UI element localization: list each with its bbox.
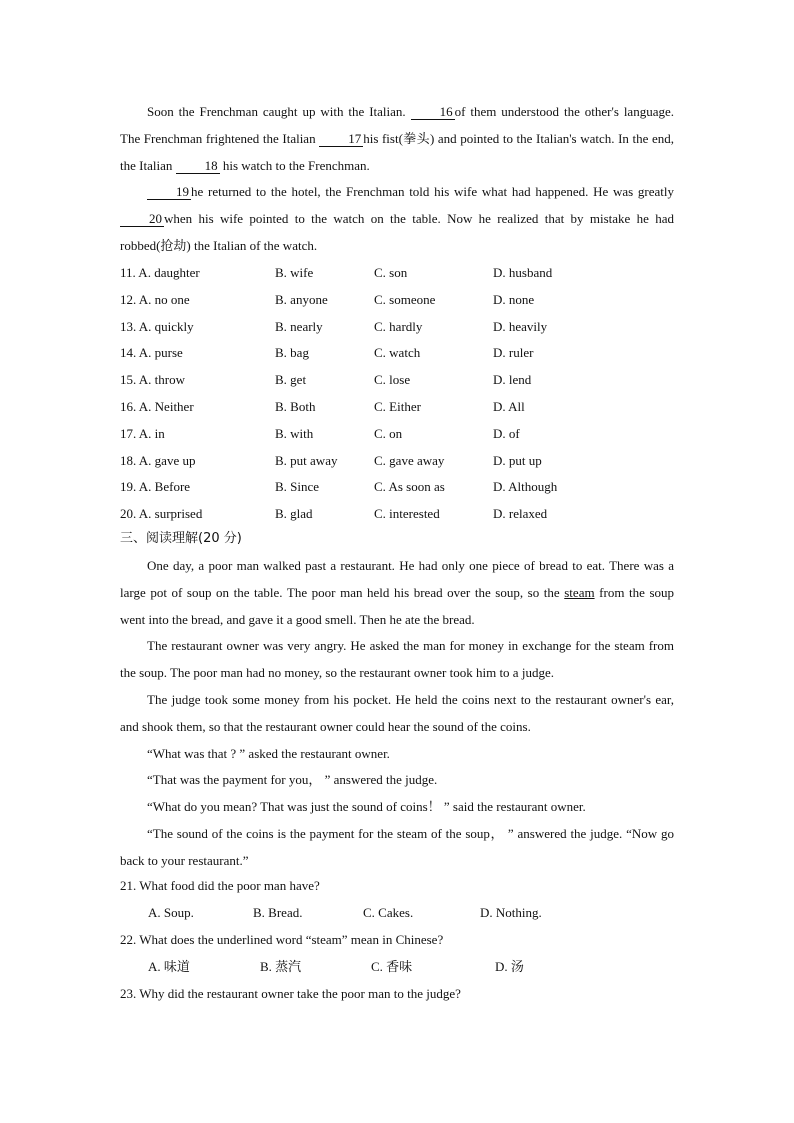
reading-paragraph: The restaurant owner was very angry. He asked the man for money in exchange for the steam from the soup. The poor man had no money, so the restaurant owner took him to a judge. — [120, 638, 674, 681]
question-number-option-a[interactable]: 15. A. throw — [120, 372, 185, 388]
reading-paragraph: “That was the payment for you， ” answered the judge. — [147, 772, 438, 788]
option-c[interactable]: C. gave away — [374, 452, 445, 468]
option-d[interactable]: D. husband — [493, 265, 553, 280]
reading-paragraph: “What do you mean? That was just the sound of coins！ ” said the restaurant owner. — [147, 799, 586, 815]
option-b[interactable]: B. get — [275, 372, 307, 388]
option-b[interactable]: B. with — [275, 425, 314, 441]
option[interactable]: C. Cakes. — [363, 905, 414, 920]
blank-18: 18 — [176, 159, 220, 174]
blank-16: 16 — [411, 105, 455, 120]
option-b[interactable]: B. put away — [275, 452, 338, 468]
option-c[interactable]: C. As soon as — [374, 479, 445, 495]
cloze-passage — [120, 99, 674, 260]
text: he returned to the hotel, the Frenchman told his wife what had happened. He was greatly — [191, 184, 674, 200]
option-b[interactable]: B. wife — [275, 265, 314, 280]
option-c[interactable]: C. watch — [374, 345, 421, 361]
question-number-option-a[interactable]: 17. A. in — [120, 425, 165, 441]
option-c[interactable]: C. on — [374, 425, 403, 441]
question-number-option-a[interactable]: 20. A. surprised — [120, 506, 203, 522]
section-title: 三、阅读理解(20 分) — [120, 531, 242, 546]
text: of them understood the other's language. The Frenchman frightened the Italian — [120, 104, 674, 146]
question-21: 21. What food did the poor man have? — [120, 878, 320, 893]
option-b[interactable]: B. bag — [275, 345, 309, 361]
cloze-paragraph-2 — [120, 179, 674, 259]
text: his watch to the Frenchman. — [222, 157, 370, 173]
reading-paragraph: “The sound of the coins is the payment for the steam of the soup， ” answered the judge. “Now go back to your restaurant.” — [120, 825, 674, 868]
reading-paragraph: The judge took some money from his pocket. He held the coins next to the restaurant owner's ear, and shook them, so that the restaurant owner could hear the sound of the coins. — [120, 691, 674, 734]
blank-20: 20 — [120, 212, 164, 227]
text: One day, a poor man walked past a restaurant. He had only one piece of bread to eat. There was a large pot of soup on the table. The poor man held his bread over the soup, so the — [120, 558, 674, 600]
option[interactable]: D. 汤 — [495, 959, 524, 974]
question-number-option-a[interactable]: 11. A. daughter — [120, 265, 200, 280]
option-c[interactable]: C. lose — [374, 372, 411, 388]
question-23: 23. Why did the restaurant owner take the poor man to the judge? — [120, 986, 461, 1001]
option-c[interactable]: C. someone — [374, 291, 436, 307]
option-c[interactable]: C. Either — [374, 399, 421, 414]
cloze-paragraph-1 — [120, 99, 674, 179]
option[interactable]: A. 味道 — [148, 959, 190, 974]
reading-passage — [120, 553, 674, 875]
question-number-option-a[interactable]: 19. A. Before — [120, 479, 191, 495]
underlined-word: steam — [564, 584, 595, 600]
option[interactable]: C. 香味 — [371, 959, 413, 974]
option[interactable]: D. Nothing. — [480, 905, 542, 920]
text: from the soup went into the bread, and gave it a good smell. Then he ate the bread. — [120, 584, 675, 627]
question-number-option-a[interactable]: 16. A. Neither — [120, 399, 194, 414]
option-d[interactable]: D. ruler — [493, 345, 534, 361]
option[interactable]: A. Soup. — [148, 905, 194, 920]
blank-19: 19 — [147, 185, 191, 200]
option-b[interactable]: B. anyone — [275, 291, 328, 307]
option-d[interactable]: D. All — [493, 399, 525, 414]
option-d[interactable]: D. put up — [493, 452, 542, 468]
question-22: 22. What does the underlined word “steam” mean in Chinese? — [120, 932, 444, 947]
option-b[interactable]: B. glad — [275, 506, 313, 522]
option-c[interactable]: C. son — [374, 265, 408, 280]
option-d[interactable]: D. Although — [493, 479, 558, 495]
reading-paragraph: “What was that ? ” asked the restaurant owner. — [147, 745, 390, 761]
option-d[interactable]: D. relaxed — [493, 506, 548, 522]
option-d[interactable]: D. lend — [493, 372, 532, 388]
reading-paragraph — [120, 553, 674, 633]
option-d[interactable]: D. none — [493, 291, 535, 307]
option[interactable]: B. 蒸汽 — [260, 959, 302, 974]
text: Soon the Frenchman caught up with the Italian. — [147, 104, 406, 119]
option-c[interactable]: C. interested — [374, 506, 440, 522]
question-number-option-a[interactable]: 14. A. purse — [120, 345, 183, 361]
option-b[interactable]: B. nearly — [275, 318, 323, 334]
question-number-option-a[interactable]: 18. A. gave up — [120, 452, 196, 468]
question-number-option-a[interactable]: 12. A. no one — [120, 291, 190, 307]
text: his fist(拳头) and pointed to the Italian's watch. In the end, the Italian — [120, 130, 675, 173]
option-d[interactable]: D. heavily — [493, 318, 548, 334]
option[interactable]: B. Bread. — [253, 905, 303, 920]
blank-17: 17 — [319, 132, 363, 147]
text: when his wife pointed to the watch on the table. Now he realized that by mistake he had robbed(抢劫) the Italian of the watch. — [120, 211, 674, 253]
question-number-option-a[interactable]: 13. A. quickly — [120, 318, 194, 334]
option-c[interactable]: C. hardly — [374, 318, 423, 334]
option-b[interactable]: B. Both — [275, 399, 316, 414]
option-d[interactable]: D. of — [493, 425, 520, 441]
option-b[interactable]: B. Since — [275, 479, 320, 495]
